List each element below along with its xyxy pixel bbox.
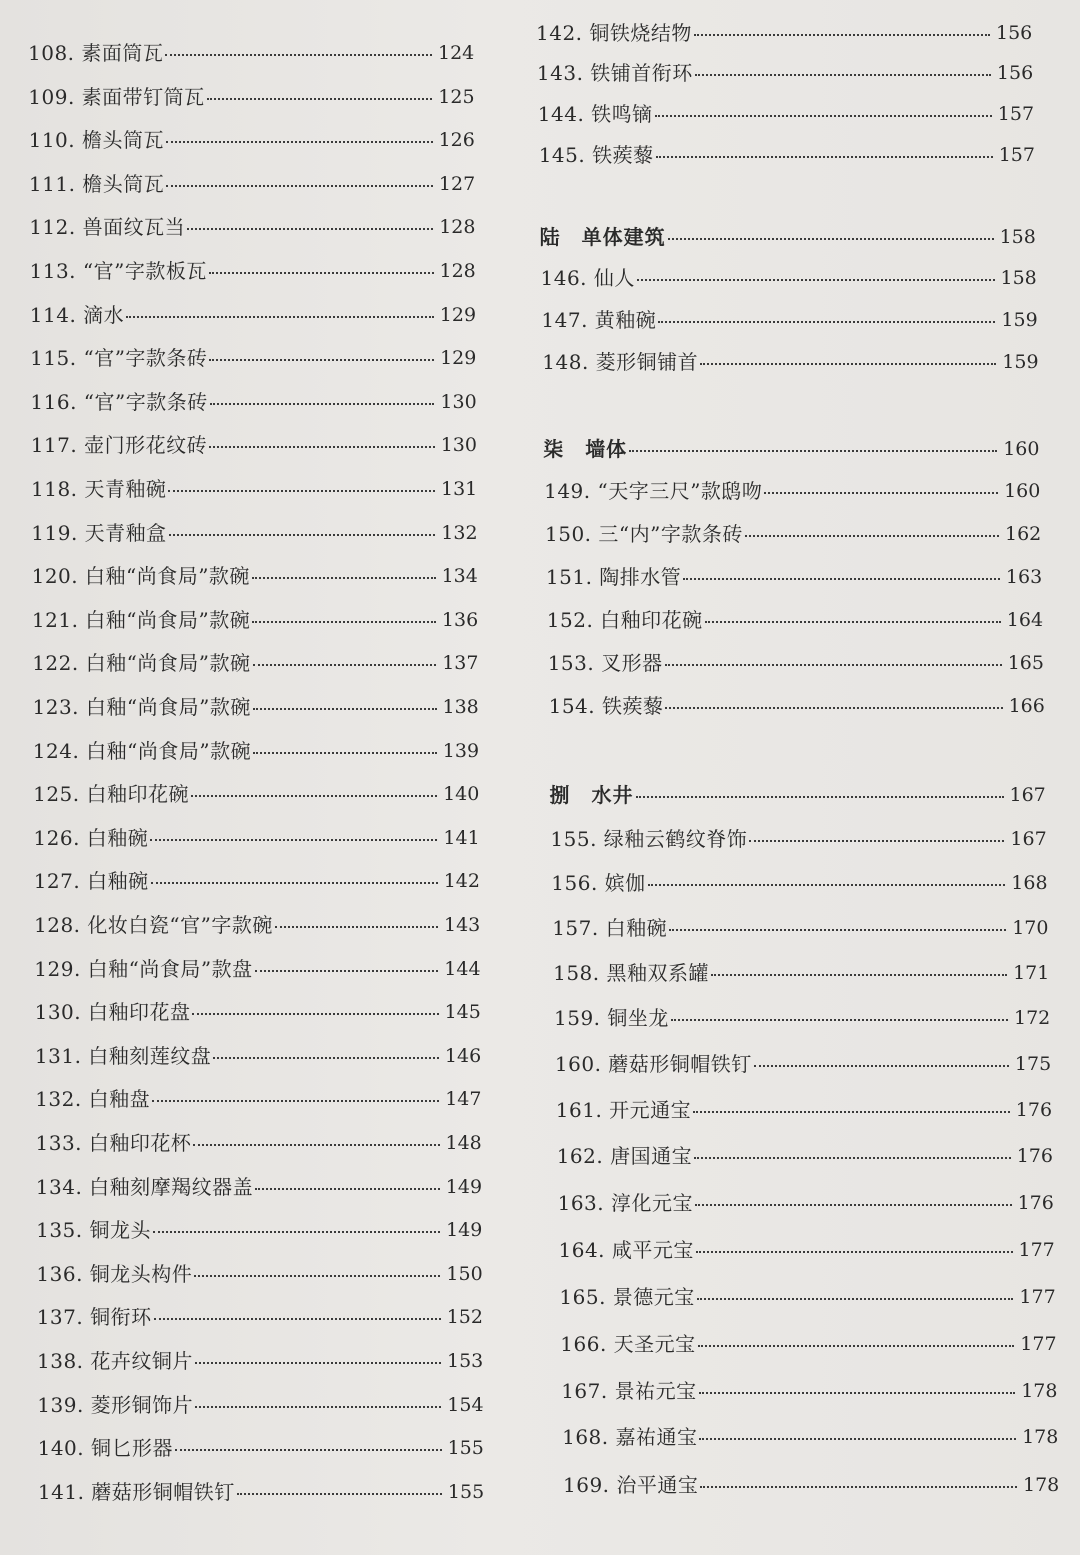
dot-leader <box>629 450 997 452</box>
toc-entry <box>31 430 481 460</box>
dot-leader <box>711 974 1007 976</box>
entry-title: 167. 景祐元宝 <box>561 1379 697 1403</box>
toc-entry <box>538 99 1038 129</box>
dot-leader <box>665 707 1002 709</box>
page-number: 152 <box>446 1306 483 1329</box>
entry-title: 127. 白釉碗 <box>33 869 149 894</box>
toc-entry <box>35 1041 485 1071</box>
page-number: 149 <box>445 1175 483 1198</box>
entry-title: 160. 蘑菇形铜帽铁钉 <box>554 1052 752 1076</box>
page-number: 128 <box>439 260 476 282</box>
entry-title: 161. 开元通宝 <box>555 1098 692 1122</box>
toc-entry <box>547 605 1047 635</box>
page-number: 156 <box>996 62 1034 84</box>
entry-title: 148. 菱形铜铺首 <box>542 350 699 374</box>
entry-title: 111. 檐头筒瓦 <box>28 171 165 196</box>
toc-entry <box>34 910 484 940</box>
entry-title: 142. 铜铁烧结物 <box>536 21 692 45</box>
page-number: 134 <box>441 565 478 588</box>
entry-title: 154. 铁蒺藜 <box>548 694 664 718</box>
toc-entry <box>33 736 483 766</box>
page-number: 177 <box>1018 1239 1055 1261</box>
dot-leader <box>695 74 991 76</box>
page-number: 136 <box>441 608 479 631</box>
toc-entry <box>563 1470 1063 1500</box>
dot-leader <box>694 34 990 36</box>
dot-leader <box>665 664 1002 666</box>
dot-leader <box>255 1188 440 1190</box>
toc-entry <box>545 519 1045 549</box>
entry-title: 168. 嘉祐通宝 <box>562 1425 698 1449</box>
page-number: 156 <box>996 22 1033 44</box>
toc-entry <box>539 140 1039 170</box>
dot-leader <box>696 1251 1013 1253</box>
dot-leader <box>195 1362 441 1364</box>
page-number: 127 <box>438 172 476 195</box>
toc-entry <box>541 263 1041 293</box>
toc-entry <box>554 1003 1054 1033</box>
toc-entry <box>542 347 1042 377</box>
dot-leader <box>252 621 436 623</box>
toc-entry <box>559 1235 1059 1265</box>
toc-entry <box>556 1095 1056 1125</box>
dot-leader <box>699 1438 1016 1440</box>
dot-leader <box>209 446 435 448</box>
dot-leader <box>209 359 434 361</box>
dot-leader <box>745 535 999 537</box>
entry-title: 115. “官”字款条砖 <box>30 346 208 371</box>
toc-entry <box>37 1346 487 1376</box>
dot-leader <box>175 1449 442 1451</box>
toc-entry <box>552 913 1052 943</box>
toc-entry <box>550 824 1050 854</box>
dot-leader <box>154 1318 441 1320</box>
page-number: 131 <box>441 478 478 500</box>
page-number: 141 <box>443 826 480 849</box>
dot-leader <box>126 316 434 318</box>
entry-title: 116. “官”字款条砖 <box>30 389 208 414</box>
page-number: 157 <box>997 103 1035 125</box>
toc-section-heading <box>540 222 1040 252</box>
dot-leader <box>210 403 435 405</box>
page-number: 155 <box>447 1480 485 1503</box>
toc-entry <box>32 561 482 591</box>
dot-leader <box>153 1231 440 1233</box>
page-number: 140 <box>443 783 480 806</box>
page-number: 176 <box>1015 1099 1053 1121</box>
entry-title: 108. 素面筒瓦 <box>28 41 164 65</box>
dot-leader <box>636 796 1004 798</box>
toc-entry <box>38 1477 488 1507</box>
entry-title: 165. 景德元宝 <box>559 1285 695 1309</box>
entry-title: 124. 白釉“尚食局”款碗 <box>32 738 252 763</box>
section-number: 柒 <box>543 437 564 461</box>
toc-entry <box>541 305 1041 335</box>
toc-entry <box>559 1282 1059 1312</box>
page-number: 150 <box>446 1262 483 1285</box>
toc-entry <box>33 692 483 722</box>
entry-title: 159. 铜坐龙 <box>554 1006 669 1030</box>
entry-title: 110. 檐头筒瓦 <box>28 128 164 153</box>
toc-entry <box>37 1302 487 1332</box>
entry-title: 133. 白釉印花杯 <box>35 1131 192 1155</box>
toc-entry <box>32 605 482 635</box>
toc-section-heading <box>543 434 1043 464</box>
entry-title: 112. 兽面纹瓦当 <box>29 215 186 240</box>
entry-title: 122. 白釉“尚食局”款碗 <box>32 651 251 676</box>
entry-title: 117. 壶门形花纹砖 <box>30 433 208 458</box>
page-number: 130 <box>440 390 477 413</box>
entry-title: 136. 铜龙头构件 <box>36 1261 193 1286</box>
entry-title: 132. 白釉盘 <box>35 1087 151 1112</box>
dot-leader <box>194 1275 440 1277</box>
page-number: 178 <box>1023 1474 1060 1496</box>
dot-leader <box>697 1298 1014 1300</box>
toc-entry <box>30 256 480 286</box>
page-number: 129 <box>439 303 477 326</box>
page-number: 157 <box>998 144 1035 166</box>
page-number: 159 <box>1001 309 1038 331</box>
dot-leader <box>168 490 435 492</box>
dot-leader <box>192 1013 438 1015</box>
entry-title: 143. 铁铺首衔环 <box>536 61 693 85</box>
toc-entry <box>33 779 483 809</box>
entry-title: 157. 白釉碗 <box>552 916 668 940</box>
page-number: 167 <box>1010 828 1047 850</box>
toc-entry <box>546 562 1046 592</box>
page-number: 126 <box>438 129 475 152</box>
page-number: 155 <box>447 1437 484 1460</box>
page-number: 153 <box>447 1350 484 1372</box>
entry-title: 126. 白釉碗 <box>33 825 149 850</box>
dot-leader <box>207 98 433 100</box>
page-number: 177 <box>1020 1333 1057 1355</box>
dot-leader <box>187 228 433 230</box>
entry-title: 121. 白釉“尚食局”款碗 <box>31 607 251 632</box>
entry-title: 114. 滴水 <box>29 302 125 327</box>
dot-leader <box>150 839 437 841</box>
dot-leader <box>655 115 992 117</box>
page-number: 138 <box>442 696 479 718</box>
page-number: 168 <box>1011 872 1048 894</box>
toc-entry <box>544 476 1044 506</box>
entry-title: 113. “官”字款板瓦 <box>29 259 207 283</box>
page-number: 139 <box>442 739 480 762</box>
entry-title: 139. 菱形铜饰片 <box>37 1392 194 1417</box>
entry-title: 137. 铜衔环 <box>36 1305 152 1330</box>
entry-title: 153. 叉形器 <box>547 651 663 675</box>
dot-leader <box>237 1493 442 1495</box>
entry-title: 140. 铜匕形器 <box>37 1436 173 1461</box>
section-number: 陆 <box>539 225 560 249</box>
toc-entry <box>33 823 483 853</box>
dot-leader <box>166 185 433 187</box>
dot-leader <box>658 321 995 323</box>
entry-title: 134. 白釉刻摩羯纹器盖 <box>35 1174 254 1199</box>
entry-title: 144. 铁鸣镝 <box>537 102 653 126</box>
toc-entry <box>36 1259 486 1289</box>
toc-entry <box>551 868 1051 898</box>
entry-title: 130. 白釉印花盘 <box>34 1000 191 1025</box>
entry-title: 164. 咸平元宝 <box>558 1238 694 1262</box>
entry-title: 128. 化妆白瓷“官”字款碗 <box>34 913 273 937</box>
entry-title: 129. 白釉“尚食局”款盘 <box>34 956 253 981</box>
toc-entry <box>29 169 479 199</box>
toc-entry <box>28 82 478 112</box>
page-number: 128 <box>439 216 476 239</box>
page-number: 178 <box>1022 1426 1059 1448</box>
toc-entry <box>548 648 1048 678</box>
toc-entry <box>28 38 478 68</box>
toc-entry <box>558 1188 1058 1218</box>
page-number: 160 <box>1004 480 1041 502</box>
toc-entry <box>30 300 480 330</box>
dot-leader <box>195 1406 441 1408</box>
toc-entry <box>36 1128 486 1158</box>
entry-title: 138. 花卉纹铜片 <box>37 1349 193 1373</box>
page-number: 172 <box>1014 1007 1051 1029</box>
toc-entry <box>553 958 1053 988</box>
page-number: 137 <box>442 652 479 675</box>
toc-entry <box>562 1422 1062 1452</box>
entry-title: 135. 铜龙头 <box>36 1218 151 1243</box>
entry-title: 145. 铁蒺藜 <box>538 143 654 167</box>
entry-title: 169. 治平通宝 <box>563 1473 699 1497</box>
toc-entry <box>560 1329 1060 1359</box>
page-number: 167 <box>1009 784 1046 806</box>
toc-entry <box>30 387 480 417</box>
page-number: 177 <box>1019 1286 1056 1308</box>
page-number: 165 <box>1007 652 1044 674</box>
dot-leader <box>252 577 436 579</box>
page-number: 170 <box>1012 917 1049 939</box>
page-number: 154 <box>447 1393 484 1416</box>
dot-leader <box>191 795 437 797</box>
dot-leader <box>764 492 998 494</box>
toc-entry <box>37 1390 487 1420</box>
page-number: 158 <box>1000 267 1037 289</box>
toc-entry <box>32 648 482 678</box>
entry-title: 147. 黄釉碗 <box>541 308 657 332</box>
dot-leader <box>648 884 1006 886</box>
toc-entry <box>29 125 479 155</box>
entry-title: 151. 陶排水管 <box>545 565 682 589</box>
toc-entry <box>31 474 481 504</box>
dot-leader <box>698 1345 1015 1347</box>
entry-title: 131. 白釉刻莲纹盘 <box>34 1043 212 1068</box>
toc-entry <box>561 1376 1061 1406</box>
entry-title: 158. 黑釉双系罐 <box>553 961 709 985</box>
dot-leader <box>253 752 437 754</box>
dot-leader <box>152 1100 439 1102</box>
page-number: 148 <box>445 1132 482 1154</box>
entry-title: 163. 淳化元宝 <box>557 1191 693 1215</box>
entry-title: 149. “天字三尺”款鸱吻 <box>544 479 763 503</box>
dot-leader <box>705 621 1001 623</box>
page-number: 160 <box>1003 438 1040 460</box>
dot-leader <box>694 1157 1011 1159</box>
dot-leader <box>656 156 993 158</box>
dot-leader <box>209 272 434 274</box>
entry-title: 155. 绿釉云鹤纹脊饰 <box>550 827 748 851</box>
dot-leader <box>169 534 436 536</box>
page-number: 130 <box>440 434 477 457</box>
page-number: 145 <box>444 1001 481 1024</box>
section-title: 水井 <box>591 783 634 807</box>
page-number: 171 <box>1013 962 1050 984</box>
toc-entry <box>35 997 485 1027</box>
dot-leader <box>683 578 1000 580</box>
toc-entry <box>549 691 1049 721</box>
entry-title: 109. 素面带钉筒瓦 <box>28 84 205 109</box>
page-number: 142 <box>443 870 480 893</box>
dot-leader <box>669 929 1006 931</box>
dot-leader <box>699 1392 1016 1394</box>
section-title: 单体建筑 <box>581 225 666 249</box>
entry-title: 166. 天圣元宝 <box>560 1332 696 1356</box>
entry-title: 120. 白釉“尚食局”款碗 <box>31 564 250 589</box>
dot-leader <box>700 363 996 365</box>
toc-entry <box>30 343 480 373</box>
page-number: 132 <box>441 521 478 544</box>
entry-title: 156. 嫔伽 <box>551 871 646 895</box>
toc-section-heading <box>550 780 1050 810</box>
entry-title: 125. 白釉印花碗 <box>33 782 189 807</box>
toc-entry <box>38 1433 488 1463</box>
dot-leader <box>193 1144 439 1146</box>
page-number: 125 <box>438 85 475 108</box>
dot-leader <box>693 1111 1010 1113</box>
page-number: 147 <box>445 1088 482 1111</box>
toc-entry <box>555 1049 1055 1079</box>
entry-title: 162. 唐国通宝 <box>556 1144 693 1168</box>
dot-leader <box>166 141 433 143</box>
dot-leader <box>165 54 432 56</box>
dot-leader <box>253 708 437 710</box>
page-number: 146 <box>444 1044 482 1067</box>
entry-title: 123. 白釉“尚食局”款碗 <box>32 695 251 719</box>
dot-leader <box>637 279 995 281</box>
page-number: 163 <box>1005 566 1043 588</box>
page-number: 159 <box>1002 351 1039 373</box>
toc-entry <box>34 866 484 896</box>
toc-entry <box>35 1084 485 1114</box>
dot-leader <box>671 1019 1008 1021</box>
page-number: 164 <box>1006 609 1044 631</box>
dot-leader <box>754 1065 1009 1067</box>
toc-entry <box>36 1172 486 1202</box>
entry-title: 146. 仙人 <box>540 266 635 290</box>
entry-title: 152. 白釉印花碗 <box>546 608 703 632</box>
toc-entry <box>36 1215 486 1245</box>
dot-leader <box>255 970 439 972</box>
dot-leader <box>668 238 994 240</box>
toc-entry <box>34 954 484 984</box>
page-number: 129 <box>440 347 477 370</box>
page-number: 166 <box>1008 695 1045 717</box>
dot-leader <box>213 1057 439 1059</box>
dot-leader <box>275 926 438 928</box>
toc-entry <box>29 212 479 242</box>
page-number: 176 <box>1017 1192 1054 1214</box>
page-number: 158 <box>999 226 1036 248</box>
page-number: 124 <box>438 42 475 64</box>
page-number: 178 <box>1021 1380 1058 1402</box>
toc-entry <box>536 18 1036 48</box>
page-number: 175 <box>1014 1053 1052 1075</box>
entry-title: 141. 蘑菇形铜帽铁钉 <box>37 1479 235 1504</box>
entry-title: 119. 天青釉盒 <box>31 520 167 545</box>
dot-leader <box>695 1204 1012 1206</box>
toc-entry <box>557 1141 1057 1171</box>
toc-entry <box>31 518 481 548</box>
page-number: 176 <box>1016 1145 1053 1167</box>
page-number: 143 <box>444 914 481 936</box>
entry-title: 150. 三“内”字款条砖 <box>545 522 743 546</box>
dot-leader <box>749 840 1004 842</box>
dot-leader <box>700 1486 1017 1488</box>
page-number: 144 <box>444 957 481 980</box>
dot-leader <box>151 882 438 884</box>
page-number: 162 <box>1005 523 1042 545</box>
entry-title: 118. 天青釉碗 <box>31 477 167 501</box>
page-number: 149 <box>446 1219 483 1242</box>
section-number: 捌 <box>549 783 570 807</box>
toc-entry <box>537 58 1037 88</box>
section-title: 墙体 <box>585 437 628 461</box>
dot-leader <box>253 664 437 666</box>
